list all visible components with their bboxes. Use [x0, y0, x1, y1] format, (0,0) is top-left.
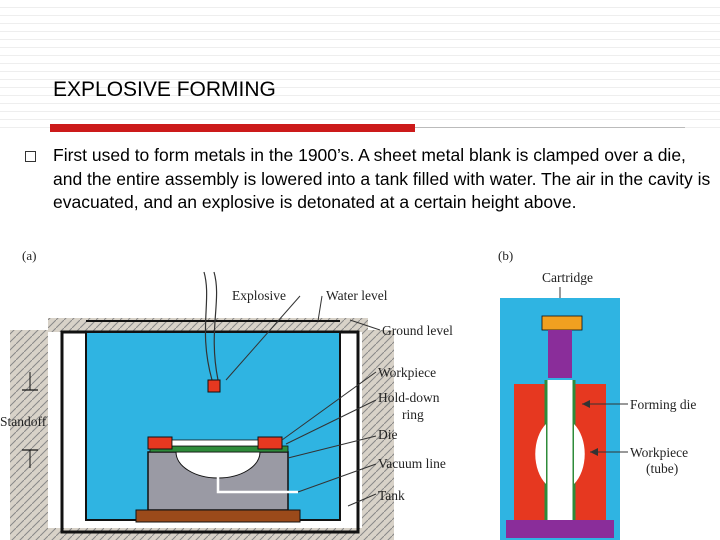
label-ground-level: Ground level	[382, 323, 453, 338]
hold-down-plate	[172, 440, 258, 446]
workpiece-tube	[546, 380, 574, 520]
label-hold-down-ring: ring	[402, 407, 424, 422]
tank-base	[136, 510, 300, 522]
hold-down-ring-left	[148, 437, 172, 449]
soil-bottom	[48, 528, 368, 540]
label-tank: Tank	[378, 488, 405, 503]
figure-a	[0, 248, 453, 540]
label-vacuum-line: Vacuum line	[378, 456, 446, 471]
slide-title: EXPLOSIVE FORMING	[53, 78, 276, 101]
leader-water-level	[318, 296, 322, 321]
label-water-level: Water level	[326, 288, 388, 303]
label-explosive: Explosive	[232, 288, 286, 303]
label-die: Die	[378, 427, 398, 442]
figure-b	[498, 248, 696, 540]
soil-left	[10, 330, 48, 540]
panel-label-b: (b)	[498, 248, 514, 263]
explosive-charge	[208, 380, 220, 392]
label-tube: (tube)	[646, 461, 679, 476]
label-hold-down: Hold-down	[378, 390, 440, 405]
panel-label-a: (a)	[22, 248, 37, 263]
body-text: First used to form metals in the 1900’s. A sheet metal blank is clamped over a die, and the entire assembly is lowered into a tank filled with water. The air in the cavity is evacuated, and an explosive is detonated at a certain height above.	[53, 145, 711, 212]
label-standoff: Standoff	[0, 414, 47, 429]
cartridge	[548, 330, 572, 378]
base-b	[506, 520, 614, 538]
label-forming-die: Forming die	[630, 397, 697, 412]
label-workpiece: Workpiece	[378, 365, 437, 380]
label-workpiece-b: Workpiece	[630, 445, 689, 460]
cartridge-cap	[542, 316, 582, 330]
label-cartridge: Cartridge	[542, 270, 593, 285]
hold-down-ring-right	[258, 437, 282, 449]
